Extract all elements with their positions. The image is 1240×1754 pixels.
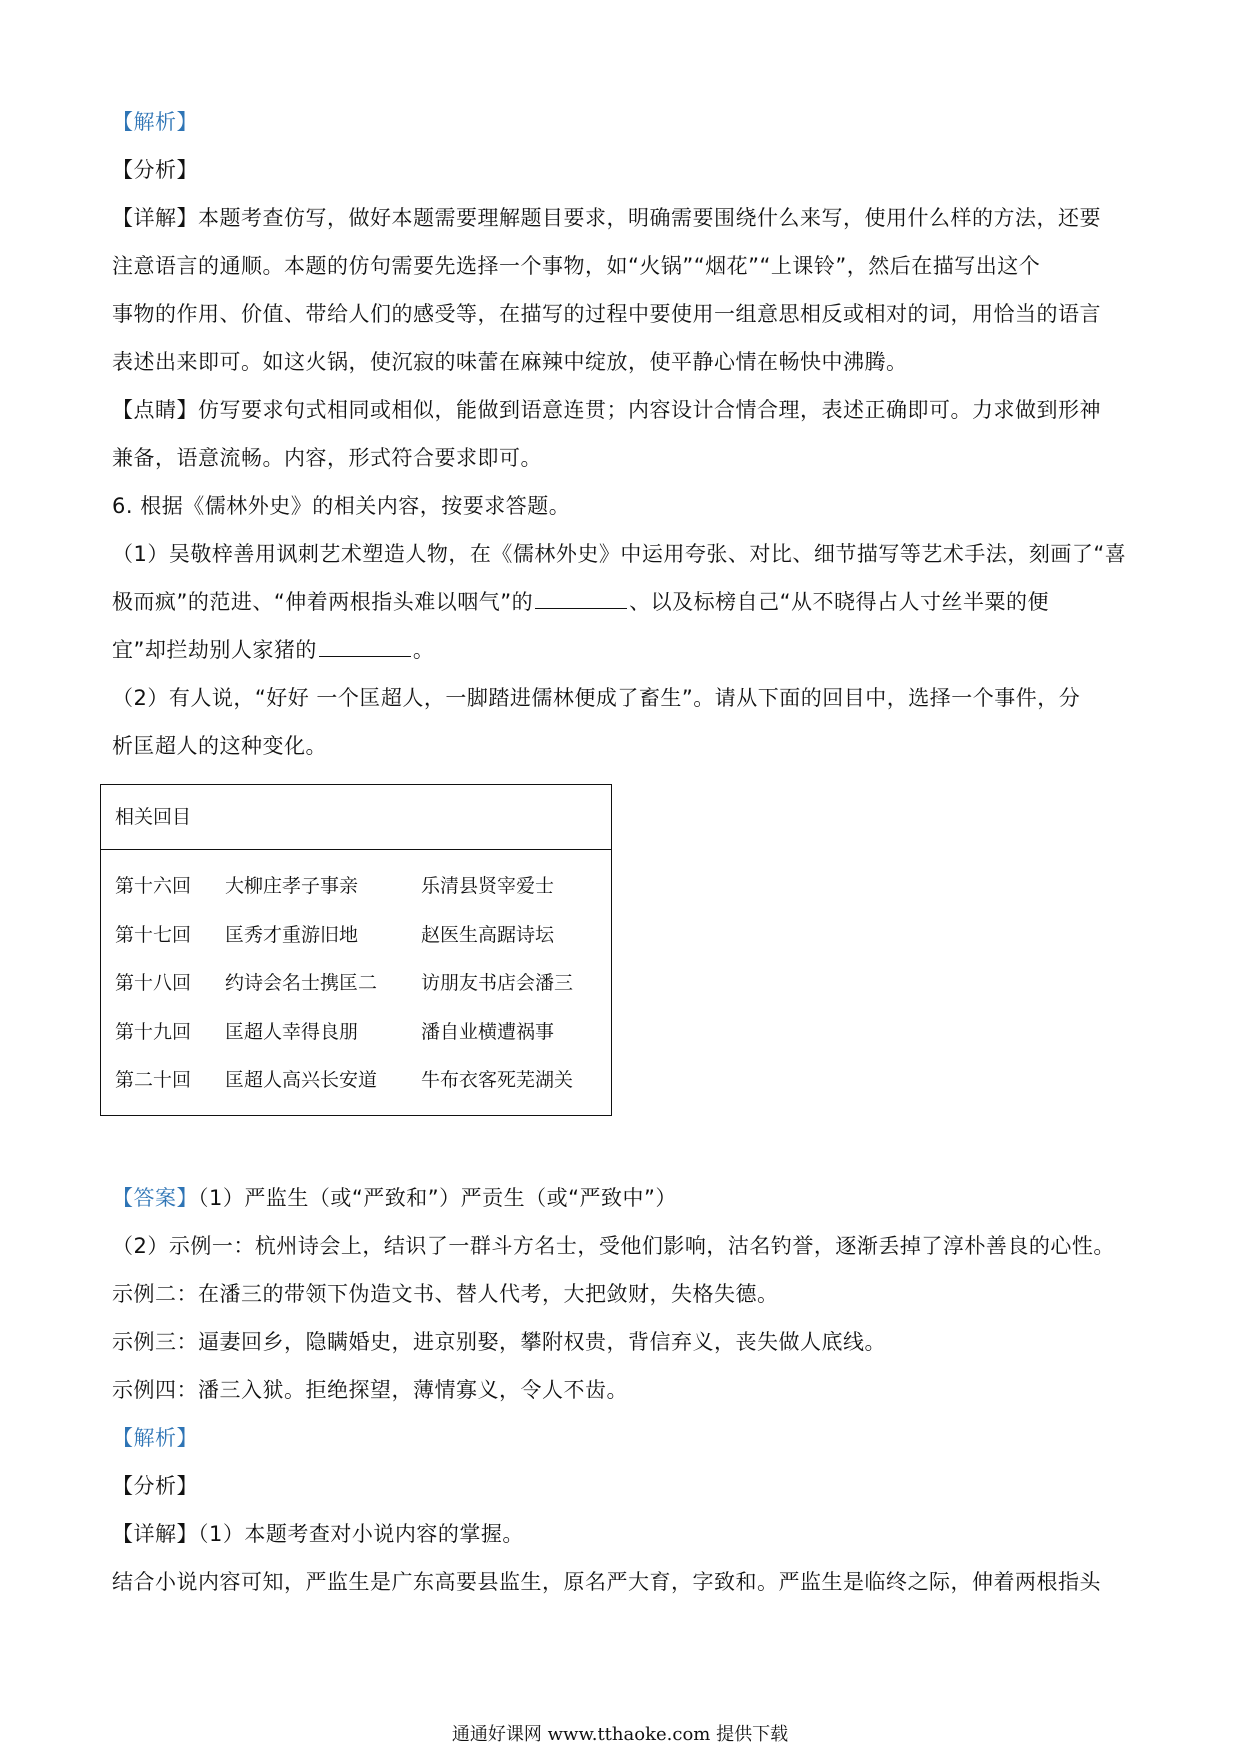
fill-blank-1	[535, 588, 627, 609]
document-page	[112, 98, 1132, 1606]
detail-line-b2: 结合小说内容可知，严监生是广东高要县监生，原名严大育，字致和。严监生是临终之际，伸着两根指头	[112, 1569, 1101, 1594]
analysis-sub-tag-2: 【分析】	[112, 1473, 198, 1498]
analysis-tag-2: 【解析】	[112, 1425, 198, 1450]
highlight-line-2: 兼备，语意流畅。内容，形式符合要求即可。	[112, 446, 542, 470]
answer-example-3: 示例三：逼妻回乡，隐瞒婚史，进京别娶，攀附权贵，背信弃义，丧失做人底线。	[112, 1329, 886, 1354]
question-6-part1-line3: 宜”却拦劫别人家猪的 。	[112, 638, 435, 662]
chapter-table	[100, 784, 612, 1116]
answer-tag: 【答案】	[112, 1185, 198, 1210]
answer-example-4: 示例四：潘三入狱。拒绝探望，薄情寡义，令人不齿。	[112, 1377, 628, 1402]
detail-line-1: 【详解】本题考查仿写，做好本题需要理解题目要求，明确需要围绕什么来写，使用什么样的方法，还要	[112, 206, 1101, 230]
analysis-tag: 【解析】	[112, 110, 198, 134]
answer-line-1: 【答案】（1）严监生（或“严致和”）严贡生（或“严致中”）	[112, 1185, 677, 1210]
detail-tag-2: 【详解】	[112, 1521, 198, 1546]
chapter-table-header: 相关回目	[101, 785, 611, 850]
chapter-row: 第十七回 匡秀才重游旧地 赵医生高踞诗坛	[115, 923, 555, 946]
question-6-part1-line2: 极而疯”的范进、“伸着两根指头难以咽气”的 、以及标榜自己“从不晓得占人寸丝半粟的便	[112, 590, 1050, 614]
answer-line-2: （2）示例一：杭州诗会上，结识了一群斗方名士，受他们影响，沽名钓誉，逐渐丢掉了淳朴善良的心性。	[112, 1233, 1115, 1258]
highlight-tag: 【点睛】	[112, 398, 198, 422]
question-6-stem: 6. 根据《儒林外史》的相关内容，按要求答题。	[112, 494, 571, 518]
footer-source: 通通好课网 www.tthaoke.com 提供下载	[451, 1724, 789, 1745]
fill-blank-2	[319, 636, 411, 657]
analysis-sub-tag: 【分析】	[112, 158, 198, 182]
detail-line-4: 表述出来即可。如这火锅，使沉寂的味蕾在麻辣中绽放，使平静心情在畅快中沸腾。	[112, 350, 908, 374]
detail-tag: 【详解】	[112, 206, 198, 230]
detail-line-3: 事物的作用、价值、带给人们的感受等，在描写的过程中要使用一组意思相反或相对的词，用恰当的语言	[112, 302, 1101, 326]
answer-example-2: 示例二：在潘三的带领下伪造文书、替人代考，大把敛财，失格失德。	[112, 1281, 779, 1306]
question-6-part1-line1: （1）吴敬梓善用讽刺艺术塑造人物，在《儒林外史》中运用夸张、对比、细节描写等艺术手法，刻画了“喜	[112, 542, 1127, 566]
detail-line-b1: 【详解】（1）本题考查对小说内容的掌握。	[112, 1521, 524, 1546]
detail-line-2: 注意语言的通顺。本题的仿句需要先选择一个事物，如“火锅”“烟花”“上课铃”，然后在描写出这个	[112, 254, 1041, 278]
question-6-part2-line2: 析匡超人的这种变化。	[112, 734, 327, 758]
chapter-row: 第二十回 匡超人高兴长安道 牛布衣客死芜湖关	[115, 1069, 574, 1092]
chapter-row: 第十八回 约诗会名士携匡二 访朋友书店会潘三	[115, 972, 574, 995]
highlight-line-1: 【点睛】仿写要求句式相同或相似，能做到语意连贯；内容设计合情合理，表述正确即可。力求做到形神	[112, 398, 1101, 422]
chapter-row: 第十六回 大柳庄孝子事亲 乐清县贤宰爱士	[115, 875, 555, 897]
question-6-part2-line1: （2）有人说，“好好 一个匡超人，一脚踏进儒林便成了畜生”。请从下面的回目中，选择一个事件，分	[112, 686, 1081, 710]
chapter-row: 第十九回 匡超人幸得良朋 潘自业横遭祸事	[115, 1020, 555, 1043]
chapter-table-body	[101, 850, 611, 1115]
